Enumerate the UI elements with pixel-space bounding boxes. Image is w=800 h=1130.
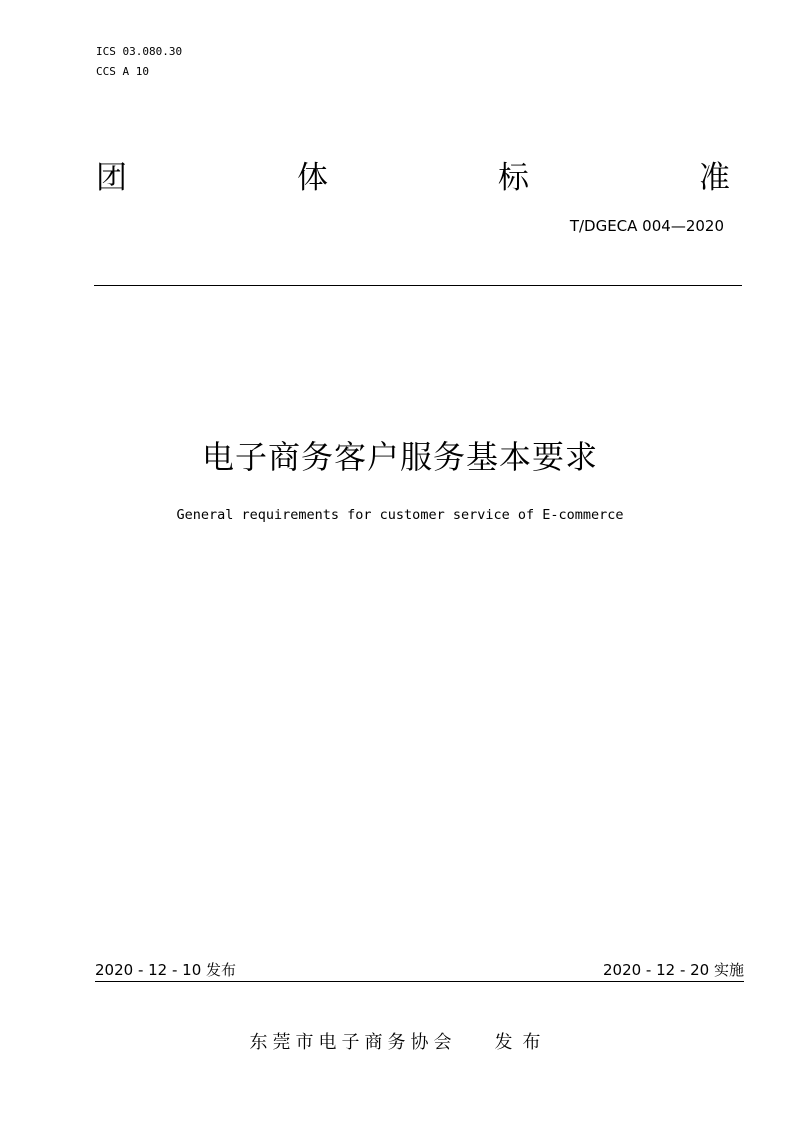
document-title-en: General requirements for customer service of E-commerce: [176, 507, 624, 523]
ccs-code: CCS A 10: [96, 65, 149, 78]
issuer-name: 东莞市电子商务协会: [249, 1032, 457, 1053]
standard-type-char: 准: [699, 160, 730, 196]
standard-type-char: 体: [297, 160, 328, 196]
issue-date: 2020 - 12 - 10 发布: [95, 961, 237, 979]
standard-type-char: 团: [96, 160, 127, 196]
standard-number: T/DGECA 004—2020: [569, 217, 724, 235]
header-divider: [94, 285, 742, 286]
ics-code: ICS 03.080.30: [96, 45, 183, 58]
document-title-cn: 电子商务客户服务基本要求: [201, 438, 598, 476]
date-row: [95, 959, 744, 982]
issue-action: 发布: [494, 1032, 551, 1053]
implementation-date: 2020 - 12 - 20 实施: [602, 961, 744, 979]
classification-codes: [96, 42, 182, 82]
issuer-row: [0, 1028, 800, 1054]
standard-type-heading: [96, 152, 730, 196]
standard-type-char: 标: [498, 160, 529, 196]
